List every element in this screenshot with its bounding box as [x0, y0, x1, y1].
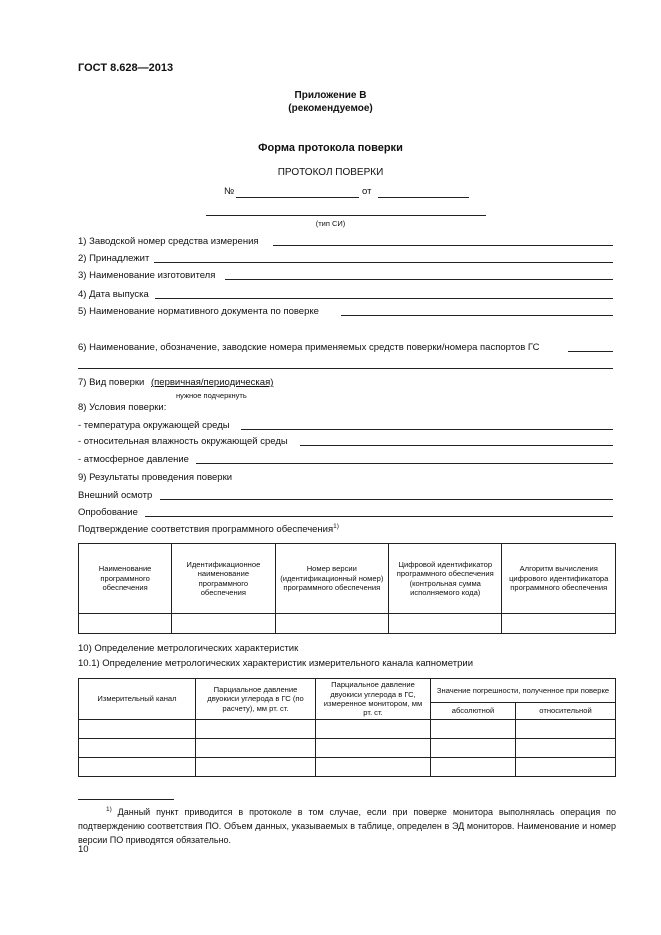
field-verification-means-line[interactable] — [568, 351, 613, 352]
type-caption: (тип СИ) — [315, 219, 346, 228]
visual-inspection-line[interactable] — [160, 499, 613, 500]
mt-col-relative: относительной — [516, 703, 616, 720]
field-release-date-label: 4) Дата выпуска — [78, 289, 149, 300]
mt-col-absolute: абсолютной — [431, 703, 516, 720]
testing-line[interactable] — [145, 516, 613, 517]
pressure-label: - атмосферное давление — [78, 454, 189, 465]
field-manufacturer-label: 3) Наименование изготовителя — [78, 270, 216, 281]
measurement-table — [78, 678, 616, 777]
form-title: Форма протокола поверки — [258, 142, 403, 154]
protocol-title: ПРОТОКОЛ ПОВЕРКИ — [277, 167, 384, 178]
table-row — [79, 758, 616, 777]
page-number: 10 — [78, 844, 89, 855]
field-verification-means-line2[interactable] — [78, 368, 613, 369]
testing-label: Опробование — [78, 507, 138, 518]
sw-col-version: Номер версии (идентификационный номер) программного обеспечения — [275, 544, 388, 614]
pressure-line[interactable] — [196, 463, 613, 464]
software-table — [78, 543, 616, 634]
document-header: ГОСТ 8.628—2013 — [78, 62, 174, 74]
number-label: № — [224, 186, 235, 197]
mt-col-calc-pressure: Парциальное давление двуокиси углерода в ГС (по расчету), мм рт. ст. — [196, 679, 316, 720]
mt-col-error: Значение погрешности, полученное при поверке — [431, 679, 616, 703]
field-verification-means-label: 6) Наименование, обозначение, заводские номера применяемых средств поверки/номера паспортов ГС — [78, 342, 540, 353]
temperature-line[interactable] — [241, 429, 613, 430]
sw-col-id-name: Идентификационное наименование программного обеспечения — [172, 544, 275, 614]
field-release-date-line[interactable] — [155, 298, 613, 299]
footnote: $^{1)}$ Данный пункт приводится в протоколе в том случае, если при поверке монитора выполнялась операция по подтверждению соответствия ПО. Объем данных, указываемых в таблице, определен в ЭД мониторов. Наименование и номер версии ПО приводятся обязательно. — [78, 806, 616, 845]
instrument-type-field[interactable] — [206, 215, 486, 216]
conditions-heading: 8) Условия поверки: — [78, 402, 167, 413]
field-verification-type-label: 7) Вид поверки — [78, 377, 145, 388]
field-normdoc-line[interactable] — [341, 315, 613, 316]
section10-title: 10) Определение метрологических характеристик — [78, 643, 299, 654]
mt-col-channel: Измерительный канал — [79, 679, 196, 720]
sw-col-algorithm: Алгоритм вычисления цифрового идентификатора программного обеспечения — [502, 544, 616, 614]
humidity-line[interactable] — [300, 445, 613, 446]
number-field[interactable] — [236, 197, 359, 198]
software-heading: Подтверждение соответствия программного обеспечения$^{1)}$ — [78, 523, 339, 536]
appendix-subtitle: (рекомендуемое) — [288, 103, 373, 114]
sw-col-name: Наименование программного обеспечения — [79, 544, 172, 614]
field-owner-line[interactable] — [154, 262, 613, 263]
mt-col-measured-pressure: Парциальное давление двуокиси углерода в ГС, измеренное монитором, мм рт. ст. — [316, 679, 431, 720]
field-serial-label: 1) Заводской номер средства измерения — [78, 236, 259, 247]
date-label: от — [362, 186, 372, 197]
field-owner-label: 2) Принадлежит — [78, 253, 150, 264]
visual-inspection-label: Внешний осмотр — [78, 490, 153, 501]
humidity-label: - относительная влажность окружающей среды — [78, 436, 288, 447]
field-manufacturer-line[interactable] — [225, 279, 613, 280]
field-serial-line[interactable] — [273, 245, 613, 246]
footnote-separator — [78, 799, 174, 800]
table-row — [79, 720, 616, 739]
appendix-title: Приложение В — [294, 90, 367, 101]
temperature-label: - температура окружающей среды — [78, 420, 230, 431]
table-row — [79, 614, 616, 634]
table-row — [79, 739, 616, 758]
underline-note: нужное подчеркнуть — [176, 391, 247, 400]
section10-subtitle: 10.1) Определение метрологических характеристик измерительного канала капнометрии — [78, 658, 474, 669]
field-verification-type-value[interactable]: (первичная/периодическая) — [151, 377, 274, 388]
sw-col-digest: Цифровой идентификатор программного обеспечения (контрольная сумма исполняемого кода) — [389, 544, 502, 614]
field-normdoc-label: 5) Наименование нормативного документа по поверке — [78, 306, 319, 317]
date-field[interactable] — [378, 197, 469, 198]
results-heading: 9) Результаты проведения поверки — [78, 472, 233, 483]
